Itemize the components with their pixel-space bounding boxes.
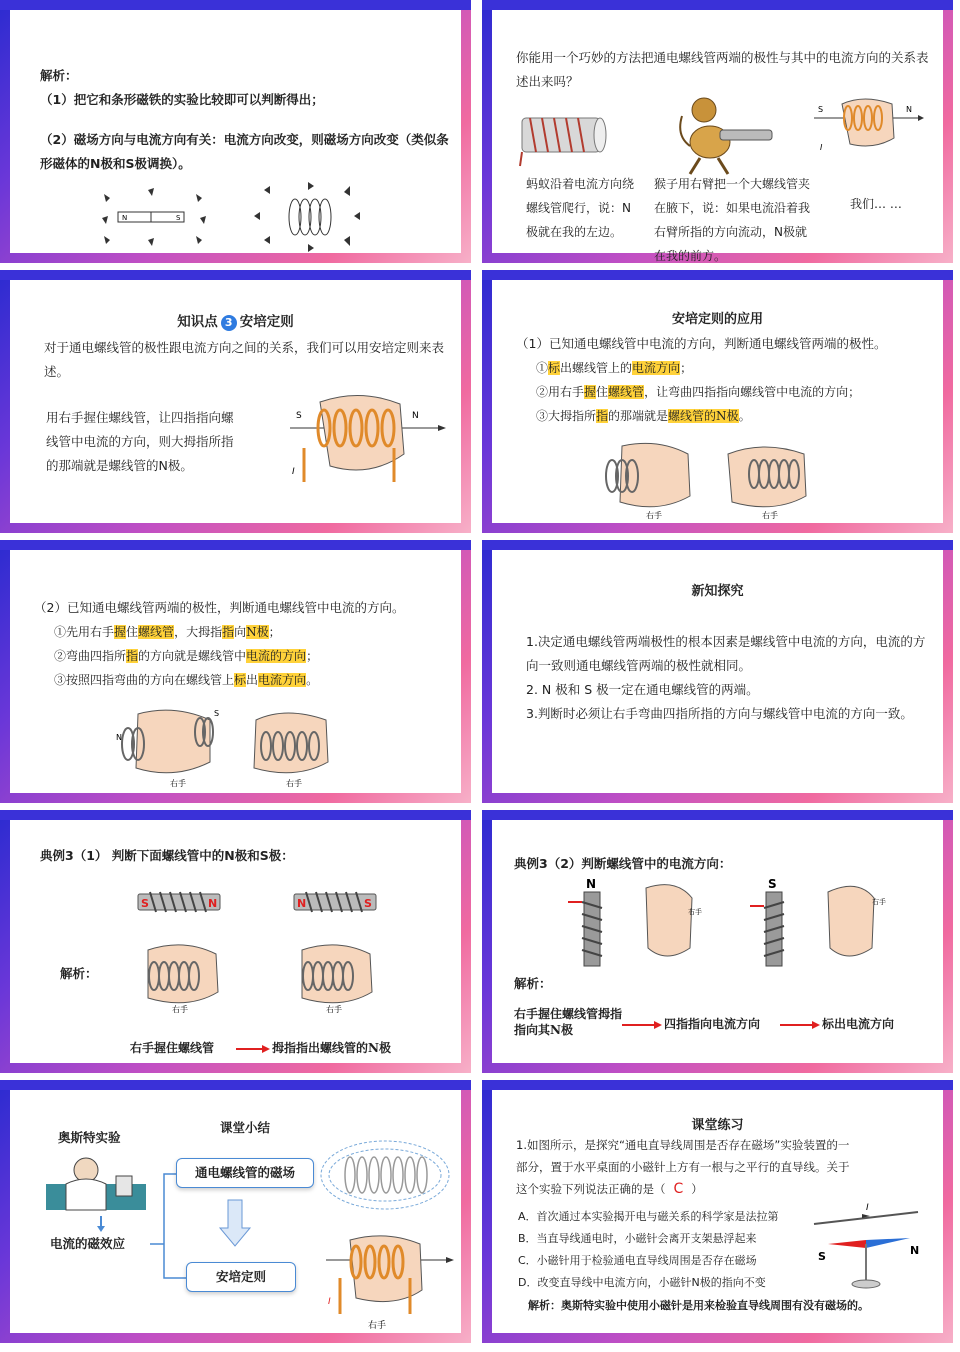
- slide-10: [482, 1080, 953, 1343]
- slide-9: [0, 1080, 471, 1343]
- step-2: ②用右手握住螺线管，让弯曲四指指向螺线管中电流的方向；: [536, 385, 861, 399]
- flow-step-2: 拇指指出螺线管的N极: [272, 1041, 391, 1055]
- slide-top-bar: [482, 270, 953, 280]
- solenoid-rod-1: [136, 884, 222, 918]
- slide-top-bar: [0, 270, 471, 280]
- slide-top-bar: [0, 810, 471, 820]
- title-text: 安培定则: [239, 314, 294, 330]
- solenoid-rod-2: [292, 884, 378, 918]
- slide-panel: [492, 550, 943, 793]
- monkey-caption: 猴子用右臂把一个大螺线管夹在腋下，说：如果电流沿着我右臂所指的方向流动，N极就在我的前方。: [654, 177, 811, 263]
- solenoid-field-lines: [320, 1140, 450, 1210]
- pole-n-label: N: [122, 214, 128, 222]
- pole-s-label: S: [296, 411, 302, 421]
- step-3: ③大拇指所指的那端就是螺线管的N极。: [536, 409, 751, 423]
- monkey-illustration: [676, 96, 776, 176]
- summary-title: 课堂小结: [220, 1120, 271, 1135]
- slide-top-bar: [482, 810, 953, 820]
- rule-text: 用右手握住螺线管，让四指指向螺线管中电流的方向，则大拇指所指的那端就是螺线管的N极。: [46, 410, 234, 473]
- us-caption: 我们… …: [850, 197, 902, 211]
- pole-n-label: N: [208, 897, 218, 910]
- slide-panel: [10, 820, 461, 1063]
- slide-top-bar: [0, 540, 471, 550]
- point-2: 2. N 极和 S 极一定在通电螺线管的两端。: [526, 682, 759, 697]
- ant-caption: 蚂蚁沿着电流方向绕螺线管爬行，说：N极就在我的左边。: [526, 177, 635, 239]
- title-number-badge: 3: [221, 315, 237, 331]
- right-hand-rule-illustration: [290, 388, 450, 488]
- option-c: C．小磁针用于检验通电直导线周围是否存在磁场: [518, 1254, 757, 1267]
- slide-4: [482, 270, 953, 533]
- figure-caption: 右手: [170, 779, 186, 788]
- step-1: ①先用右手握住螺线管，大拇指指向N极；: [54, 625, 281, 639]
- hollow-down-arrow: [220, 1200, 250, 1246]
- figure-caption: 右手: [286, 779, 302, 788]
- slide-title: 课堂练习: [691, 1118, 744, 1133]
- oersted-label: 奥斯特实验: [58, 1130, 121, 1145]
- point-1: 1.决定通电螺线管两端极性的根本因素是螺线管中电流的方向，电流的方向一致则通电螺线管两端的极性就相同。: [526, 634, 926, 673]
- ant-solenoid-illustration: [516, 110, 606, 166]
- flow-arrow: [236, 1044, 270, 1054]
- bar-magnet-diagram: [100, 188, 220, 248]
- slide-1: [0, 0, 471, 263]
- flow-arrow-2: [780, 1020, 820, 1030]
- hand-vertical-figure-1: [636, 878, 706, 968]
- flow-step-2: 四指指向电流方向: [664, 1017, 761, 1031]
- analysis-label: 解析：: [514, 976, 552, 991]
- figure-caption: 右手: [646, 511, 662, 520]
- option-d: D．改变直导线中电流方向，小磁针N极的指向不变: [518, 1276, 766, 1289]
- compass-wire-diagram: [814, 1202, 924, 1292]
- step-1: ①标出螺线管上的电流方向；: [536, 361, 693, 375]
- slide-6: [482, 540, 953, 803]
- slide-5: [0, 540, 471, 803]
- slide-7: [0, 810, 471, 1073]
- flow-step-3: 标出电流方向: [822, 1017, 895, 1031]
- case-1-intro: （1）已知通电螺线管中电流的方向，判断通电螺线管两端的极性。: [516, 336, 887, 351]
- figure-caption: 右手: [368, 1321, 387, 1331]
- intro-text: 对于通电螺线管的极性跟电流方向之间的关系，我们可以用安培定则来表述。: [44, 340, 445, 379]
- point-3: 3.判断时必须让右手弯曲四指所指的方向与螺线管中电流的方向一致。: [526, 706, 913, 721]
- figure-caption: 右手: [688, 908, 702, 916]
- slide-panel: [10, 1090, 461, 1333]
- pole-n-label: N: [906, 105, 912, 114]
- pole-s-label: S: [364, 897, 372, 910]
- vertical-solenoid-n: [568, 878, 618, 968]
- vertical-solenoid-s: [750, 878, 800, 968]
- pole-s-label: S: [768, 877, 777, 891]
- oersted-illustration: [46, 1154, 146, 1214]
- hand-solenoid-figure-1: [128, 940, 228, 1014]
- slide-panel: [492, 280, 943, 523]
- case-2-intro: （2）已知通电螺线管两端的极性，判断通电螺线管中电流的方向。: [34, 600, 405, 615]
- figure-caption: 右手: [762, 511, 778, 520]
- current-label: I: [292, 467, 295, 477]
- flow-step-1: 右手握住螺线管拇指指向其N极: [514, 1007, 623, 1037]
- pole-n-label: N: [910, 1244, 920, 1257]
- analysis-point-2: （2）磁场方向与电流方向有关：电流方向改变，则磁场方向改变（类似条形磁体的N极和S极调换）。: [40, 132, 449, 171]
- pole-s-label: S: [141, 897, 149, 910]
- slide-title: 新知探究: [691, 584, 744, 599]
- analysis-label: 解析：: [40, 68, 78, 83]
- connector-lines: [150, 1174, 190, 1294]
- knowledge-point-title: [10, 310, 461, 331]
- pole-s-label: S: [818, 1250, 826, 1263]
- example-title: 典例3（1） 判断下面螺线管中的N极和S极：: [40, 848, 294, 863]
- slide-title: 安培定则的应用: [671, 312, 763, 327]
- hand-solenoid-figure-2: [714, 440, 824, 520]
- current-label: I: [866, 1203, 869, 1213]
- question-text: 1.如图所示，是探究“通电直导线周围是否存在磁场”实验装置的一部分，置于水平桌面的小磁针上方有一根与之平行的直导线。关于这个实验下列说法正确的是（ C ）: [516, 1138, 850, 1197]
- slide-panel: [10, 280, 461, 523]
- pole-s-label: S: [818, 105, 824, 114]
- slide-top-bar: [482, 0, 953, 10]
- figure-caption: 右手: [872, 898, 886, 906]
- slide-8: [482, 810, 953, 1073]
- right-hand-rule-illustration: [326, 1234, 456, 1334]
- analysis-text: 解析：奥斯特实验中使用小磁针是用来检验直导线周围有没有磁场的。: [528, 1299, 869, 1312]
- figure-caption: 右手: [172, 1005, 188, 1014]
- hand-vertical-figure-2: [818, 878, 888, 968]
- step-2: ②弯曲四指所指的方向就是螺线管中电流的方向；: [54, 649, 319, 663]
- pole-n-label: N: [116, 733, 122, 742]
- down-arrow: [96, 1216, 106, 1232]
- ampere-rule-box: 安培定则: [186, 1262, 296, 1292]
- figure-caption: 右手: [326, 1005, 342, 1014]
- right-hand-rule-illustration: [814, 94, 924, 164]
- slide-2: [482, 0, 953, 263]
- hand-solenoid-figure-1: [598, 440, 698, 520]
- flow-arrow-1: [622, 1020, 662, 1030]
- option-a: A．首次通过本实验揭开电与磁关系的科学家是法拉第: [518, 1210, 779, 1223]
- analysis-label: 解析：: [60, 966, 98, 981]
- solenoid-field-diagram: [250, 182, 360, 252]
- pole-s-label: S: [214, 709, 220, 718]
- magnetic-effect-label: 电流的磁效应: [50, 1236, 126, 1251]
- pole-n-label: N: [297, 897, 307, 910]
- title-prefix: 知识点: [177, 314, 218, 330]
- option-b: B．当直导线通电时，小磁针会离开支架悬浮起来: [518, 1232, 757, 1245]
- analysis-point-1: （1）把它和条形磁铁的实验比较即可以判断得出；: [40, 92, 324, 107]
- hand-solenoid-figure-2: [236, 706, 346, 790]
- slide-top-bar: [482, 1080, 953, 1090]
- hand-solenoid-figure-1: [114, 706, 224, 790]
- slide-top-bar: [482, 540, 953, 550]
- slide-panel: [492, 10, 943, 263]
- slide-panel: [492, 820, 943, 1063]
- step-3: ③按照四指弯曲的方向在螺线管上标出电流方向。: [54, 673, 319, 687]
- pole-n-label: N: [412, 411, 419, 421]
- current-label: I: [820, 143, 823, 152]
- solenoid-field-box: 通电螺线管的磁场: [176, 1158, 314, 1188]
- question-text: 你能用一个巧妙的方法把通电螺线管两端的极性与其中的电流方向的关系表述出来吗？: [516, 50, 929, 89]
- slide-panel: [10, 550, 461, 793]
- slide-panel: [492, 1090, 943, 1333]
- answer-mark: C: [673, 1181, 684, 1197]
- slide-top-bar: [0, 1080, 471, 1090]
- slide-3: [0, 270, 471, 533]
- pole-s-label: S: [176, 214, 181, 222]
- flow-step-1: 右手握住螺线管: [130, 1041, 215, 1055]
- current-label: I: [328, 1297, 331, 1307]
- slide-top-bar: [0, 0, 471, 10]
- hand-solenoid-figure-2: [282, 940, 382, 1014]
- pole-n-label: N: [586, 877, 597, 891]
- example-title: 典例3（2）判断螺线管中的电流方向：: [514, 856, 732, 871]
- slide-panel: [10, 10, 461, 253]
